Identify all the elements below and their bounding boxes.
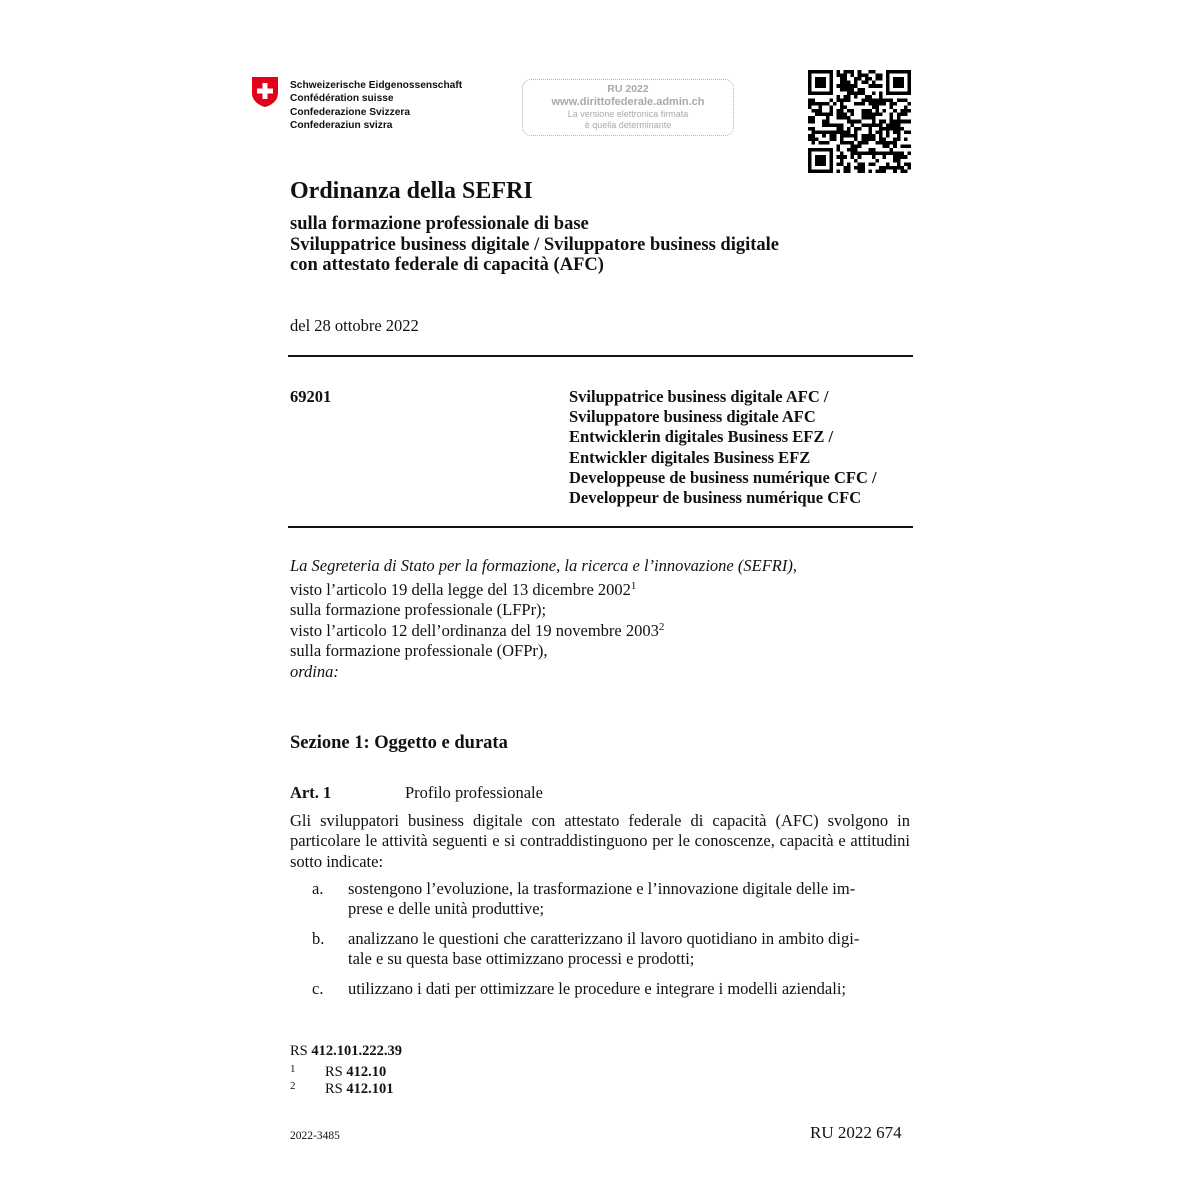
qr-code-icon: [808, 70, 911, 173]
subtitle-line: Sviluppatrice business digitale / Sviluppatore business digitale: [290, 234, 779, 255]
document-number: 2022-3485: [290, 1130, 340, 1142]
article-intro: Gli sviluppatori business digitale con attestato federale di capacità (AFC) svolgono in particolare le attività seguenti e si contraddistinguono per le conoscenze, capacità e attitudini sotto indicate:: [290, 811, 910, 871]
article-number: Art. 1: [290, 783, 332, 802]
list-item-text: utilizzano i dati per ottimizzare le procedure e integrare i modelli aziendali;: [348, 979, 846, 998]
page-title: Ordinanza della SEFRI: [290, 178, 533, 204]
profession-code: 69201: [290, 387, 332, 406]
stamp-url: www.dirittofederale.admin.ch: [551, 96, 705, 108]
official-publication-stamp: [522, 79, 734, 136]
confederation-name-de: Schweizerische Eidgenossenschaft: [290, 80, 463, 91]
preamble-authority: La Segreteria di Stato per la formazione, la ricerca e l’innovazione (SEFRI),: [290, 556, 797, 575]
profession-title: Entwicklerin digitales Business EFZ /: [569, 427, 834, 447]
article-title: Profilo professionale: [405, 783, 543, 802]
preamble-line: sulla formazione professionale (LFPr);: [290, 600, 547, 619]
footnote-text: RS 412.10: [325, 1064, 387, 1080]
profession-titles: [569, 387, 877, 508]
divider: [288, 355, 913, 357]
document-date: del 28 ottobre 2022: [290, 316, 419, 335]
rs-number: RS 412.101.222.39: [290, 1043, 402, 1059]
stamp-note-1: La versione elettronica firmata: [567, 109, 689, 119]
confederation-name-it: Confederazione Svizzera: [290, 106, 411, 118]
footnote-text: RS 412.101: [325, 1081, 394, 1097]
profession-title: Sviluppatore business digitale AFC: [569, 407, 816, 427]
preamble-ordains: ordina:: [290, 661, 339, 681]
list-item-text: sostengono l’evoluzione, la trasformazione e l’innovazione digitale delle im- prese e delle unità produttive;: [348, 879, 856, 919]
profession-title: Developpeuse de business numérique CFC /: [569, 467, 877, 487]
document-subtitle: [290, 214, 779, 276]
preamble-line: visto l’articolo 19 della legge del 13 dicembre 2002$^1$: [290, 579, 637, 599]
profession-title: Developpeur de business numérique CFC: [569, 488, 862, 508]
subtitle-line: sulla formazione professionale di base: [290, 214, 589, 234]
profession-title: Sviluppatrice business digitale AFC /: [569, 387, 829, 406]
stamp-ru: RU 2022: [607, 83, 649, 95]
preamble: [290, 556, 797, 682]
preamble-line: sulla formazione professionale (OFPr),: [290, 641, 548, 660]
footnote-ref[interactable]: 1: [630, 579, 637, 592]
stamp-note-2: è quella determinante: [584, 120, 672, 130]
list-item-letter: a.: [312, 879, 324, 898]
confederation-names: [290, 79, 462, 132]
swiss-cross-icon: [251, 76, 279, 108]
confederation-name-rm: Confederaziun svizra: [290, 119, 393, 131]
confederation-name-fr: Confédération suisse: [290, 93, 394, 105]
footnote-number: 1: [290, 1063, 296, 1075]
list-item-letter: b.: [312, 929, 325, 948]
divider: [288, 526, 913, 528]
list-item-letter: c.: [312, 979, 324, 998]
footnote-ref[interactable]: 2: [658, 620, 665, 633]
subtitle-line: con attestato federale di capacità (AFC): [290, 255, 604, 275]
preamble-line: visto l’articolo 12 dell’ordinanza del 19 novembre 2003$^2$: [290, 620, 665, 640]
footnote-number: 2: [290, 1080, 296, 1092]
section-heading: Sezione 1: Oggetto e durata: [290, 733, 508, 753]
publication-reference: RU 2022 674: [810, 1123, 902, 1142]
list-item-text: analizzano le questioni che caratterizzano il lavoro quotidiano in ambito digi- tale e su questa base ottimizzano processi e prodotti;: [348, 929, 860, 969]
profession-title: Entwickler digitales Business EFZ: [569, 447, 811, 467]
